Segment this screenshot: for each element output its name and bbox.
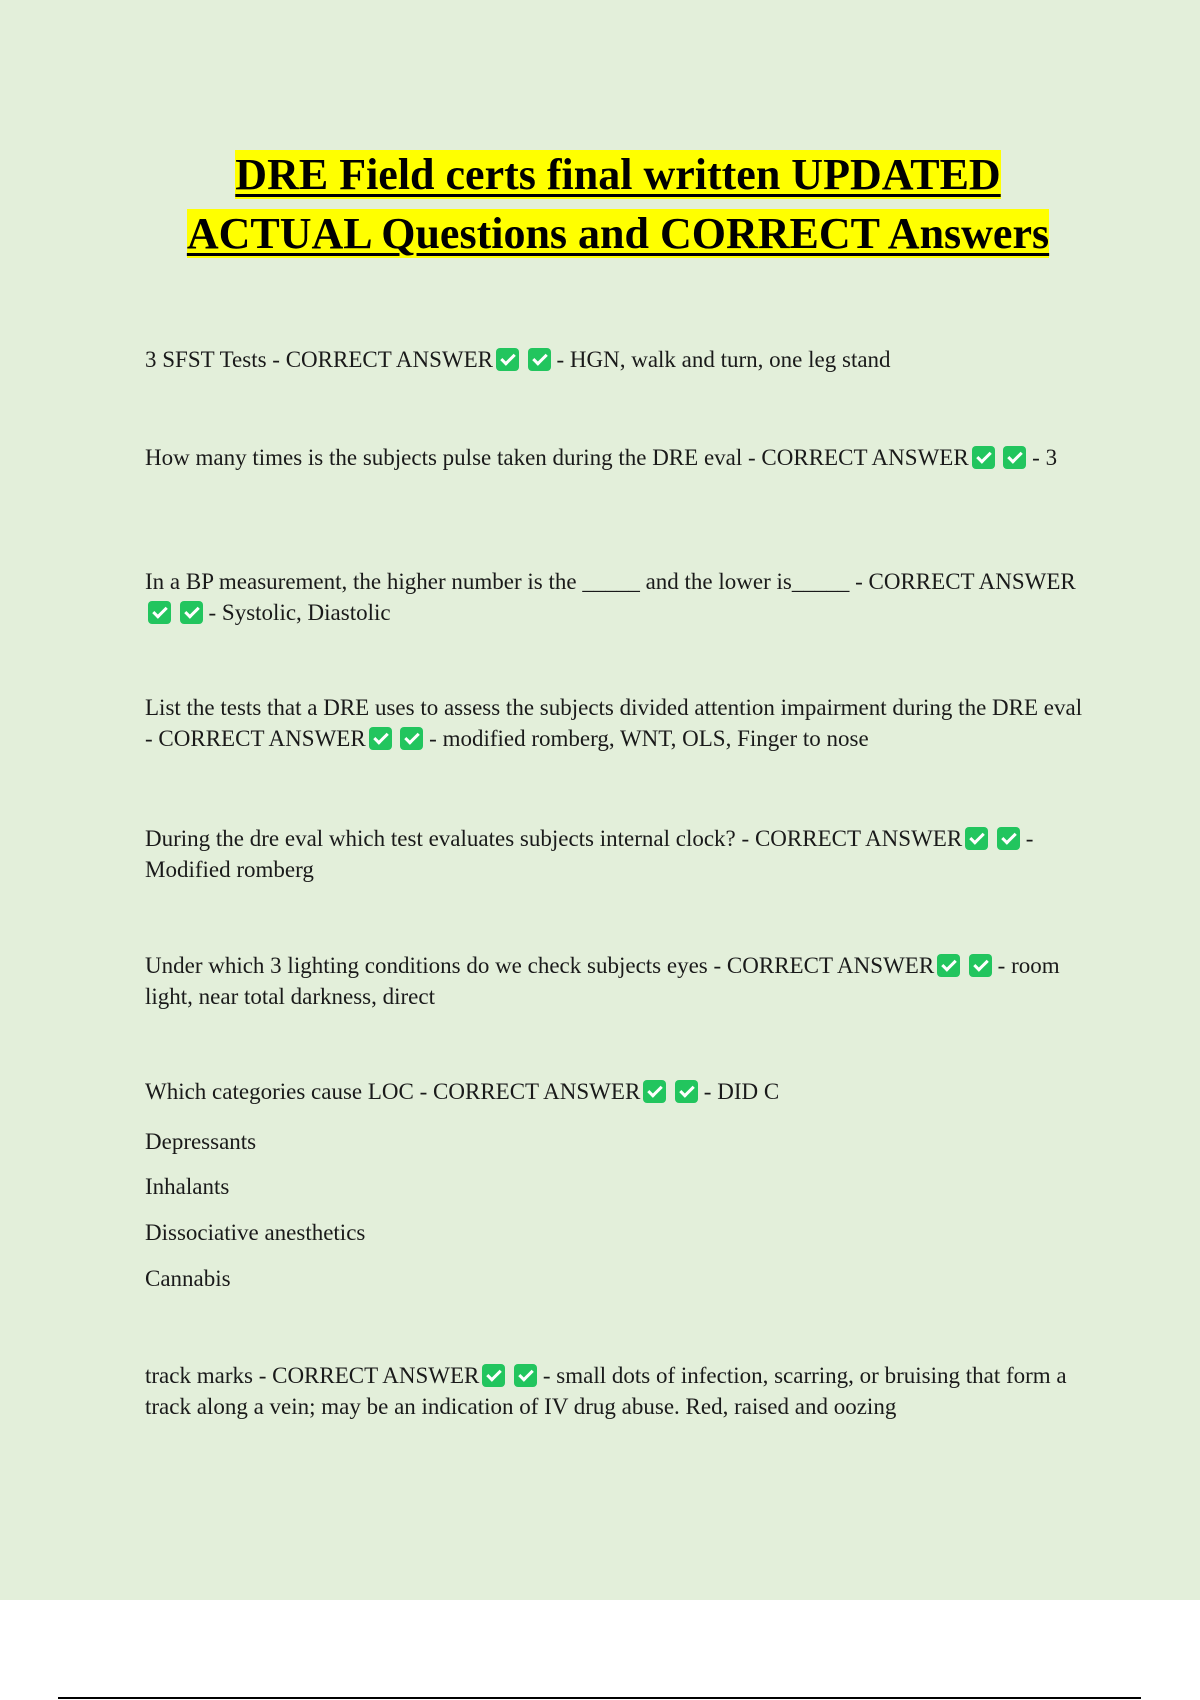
qa-item: In a BP measurement, the higher number is the _____ and the lower is_____ - CORRECT ANSWER - Systolic, Diastolic [145,569,1076,625]
answer-label: CORRECT ANSWER [754,826,963,851]
check-icon [965,827,988,850]
check-icon [969,954,992,977]
qa-item: Under which 3 lighting conditions do we check subjects eyes - CORRECT ANSWER - room light, near total darkness, direct [145,953,1060,1009]
question-text: Under which 3 lighting conditions do we check subjects eyes [145,953,708,978]
question-text: track marks [145,1363,253,1388]
answer-label: CORRECT ANSWER [726,953,935,978]
document-title [150,145,1086,263]
check-icon [148,601,171,624]
category-line: Cannabis [145,1266,231,1291]
qa-item: Which categories cause LOC - CORRECT ANSWER - DID C [145,1079,780,1104]
answer-text: Systolic, Diastolic [221,600,391,625]
answer-label: CORRECT ANSWER [158,726,366,751]
answer-label: CORRECT ANSWER [761,445,969,470]
question-text: How many times is the subjects pulse taken during the DRE eval [145,445,743,470]
question-text: Which categories cause LOC [145,1079,414,1104]
footer-rule [58,1697,1141,1699]
title-highlight: DRE Field certs final written UPDATED ACTUAL Questions and CORRECT Answers [186,150,1050,258]
check-icon [972,446,995,469]
question-text: 3 SFST Tests [145,347,267,372]
qa-item: How many times is the subjects pulse taken during the DRE eval - CORRECT ANSWER - 3 [145,445,1058,470]
check-icon [369,727,392,750]
question-text: List the tests that a DRE uses to assess the subjects divided attention impairment during the DRE eval [145,695,1083,720]
answer-label: CORRECT ANSWER [868,569,1076,594]
check-icon [514,1364,537,1387]
answer-text: modified romberg, WNT, OLS, Finger to nose [442,726,869,751]
answer-text: DID C [717,1079,780,1104]
category-line: Inhalants [145,1174,230,1199]
answer-text: room light, near total darkness, direct [145,953,1060,1009]
check-icon [937,954,960,977]
question-text: During the dre eval which test evaluates subjects internal clock? [145,826,736,851]
check-icon [180,601,203,624]
qa-item: List the tests that a DRE uses to assess the subjects divided attention impairment during the DRE eval - CORRECT ANSWER - modified romberg, WNT, OLS, Finger to nose [145,695,1083,751]
answer-label: CORRECT ANSWER [272,1363,480,1388]
check-icon [496,348,519,371]
answer-text: Modified romberg [145,857,314,882]
qa-item: During the dre eval which test evaluates subjects internal clock? - CORRECT ANSWER - Modified romberg [145,826,1034,882]
check-icon [528,348,551,371]
qa-item: 3 SFST Tests - CORRECT ANSWER - HGN, walk and turn, one leg stand [145,347,891,372]
check-icon [1003,446,1026,469]
answer-text: HGN, walk and turn, one leg stand [569,347,891,372]
category-line: Dissociative anesthetics [145,1220,366,1245]
check-icon [997,827,1020,850]
check-icon [643,1080,666,1103]
question-text: In a BP measurement, the higher number is the _____ and the lower is_____ [145,569,850,594]
check-icon [400,727,423,750]
answer-label: CORRECT ANSWER [285,347,493,372]
answer-text: small dots of infection, scarring, or bruising that form a track along a vein; may be an indication of IV drug abuse. Red, raised and oozing [145,1363,1067,1419]
qa-item: track marks - CORRECT ANSWER - small dots of infection, scarring, or bruising that form a track along a vein; may be an indication of IV drug abuse. Red, raised and oozing [145,1363,1067,1419]
category-line: Depressants [145,1129,257,1154]
answer-label: CORRECT ANSWER [433,1079,641,1104]
check-icon [675,1080,698,1103]
check-icon [482,1364,505,1387]
answer-text: 3 [1045,445,1058,470]
